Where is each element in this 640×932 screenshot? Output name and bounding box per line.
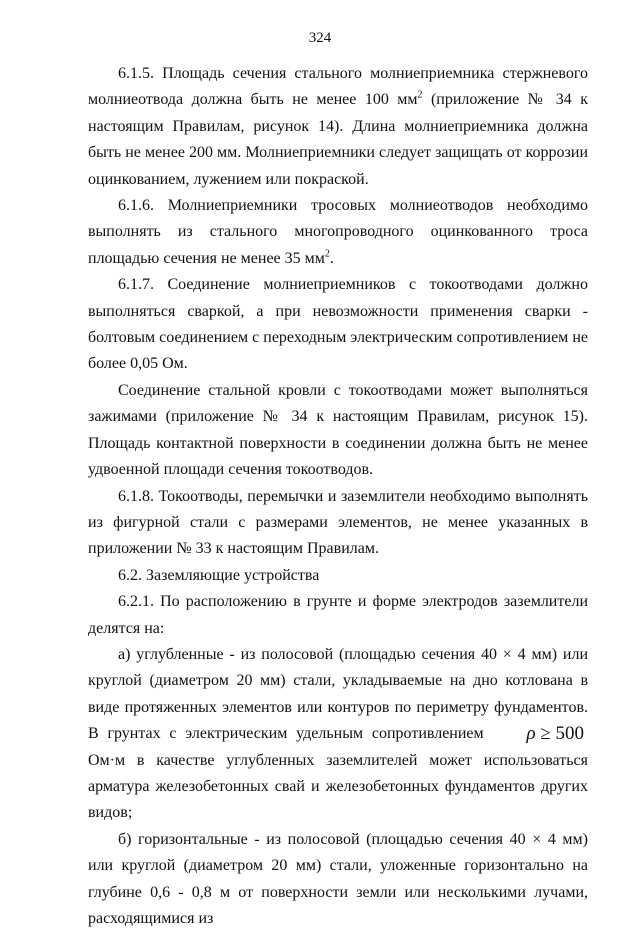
paragraph-roof-connection: Соединение стальной кровли с токоотводами может выполняться зажимами (приложение № 34 к настоящим Правилам, рисунок 15). Площадь контактной поверхности в соединении должна быть не менее удвоенной площади сечения токоотводов.: [88, 381, 588, 479]
formula-value: ≥ 500: [535, 723, 584, 745]
paragraph-text: .: [329, 249, 334, 267]
paragraph-text: а) углубленные - из полосовой (площадью сечения 40 × 4 мм) или круглой (диаметром 20 мм) стали, укладываемые на дно котлована в виде протяженных элементов или контуров по периметру фундаментов. В грунтах с электрическим удельным сопротивлением: [88, 645, 588, 743]
resistivity-formula: [492, 721, 588, 747]
paragraph-6-2-1: 6.2.1. По расположению в грунте и форме электродов заземлители делятся на:: [88, 593, 588, 637]
rho-symbol: ρ: [526, 723, 536, 745]
superscript: 2: [324, 248, 330, 260]
paragraph-text: Ом·м в качестве углубленных заземлителей может использоваться арматура железобетонных свай и железобетонных фундаментов других видов;: [88, 751, 588, 822]
paragraph-text: (приложение № 34 к настоящим Правилам, рисунок 14). Длина молниеприемника должна быть не менее 200 мм. Молниеприемники следует защищать от коррозии оцинкованием, лужением или покраской.: [88, 91, 589, 188]
superscript: 2: [417, 90, 423, 102]
list-item-b: б) горизонтальные - из полосовой (площадью сечения 40 × 4 мм) или круглой (диаметром 20 мм) стали, уложенные горизонтально на глубине 0,6 - 0,8 м от поверхности земли или несколькими лучами, расходящимися из: [88, 830, 588, 927]
section-heading-6-2: 6.2. Заземляющие устройства: [118, 566, 320, 584]
paragraph-6-1-7: 6.1.7. Соединение молниеприемников с токоотводами должно выполняться сваркой, а при невозможности применения сварки - болтовым соединением с переходным электрическим сопротивлением не более 0,05 Ом.: [88, 276, 588, 373]
paragraph-text: 6.1.5. Площадь сечения стального молниеприемника стержневого молниеотвода должна быть не менее 100 мм: [88, 65, 588, 109]
page-number: 324: [308, 30, 332, 46]
paragraph-6-1-6: [88, 193, 588, 272]
list-item-a: [88, 642, 588, 827]
paragraph-6-1-8: 6.1.8. Токоотводы, перемычки и заземлители необходимо выполнять из фигурной стали с размерами элементов, не менее указанных в приложении № 33 к настоящим Правилам.: [88, 487, 588, 558]
document-body: [88, 61, 588, 932]
paragraph-text: 6.1.6. Молниеприемники тросовых молниеотводов необходимо выполнять из стального многопроводного оцинкованного троса площадью сечения не менее 35 мм: [88, 197, 588, 267]
paragraph-6-1-5: [88, 61, 588, 193]
